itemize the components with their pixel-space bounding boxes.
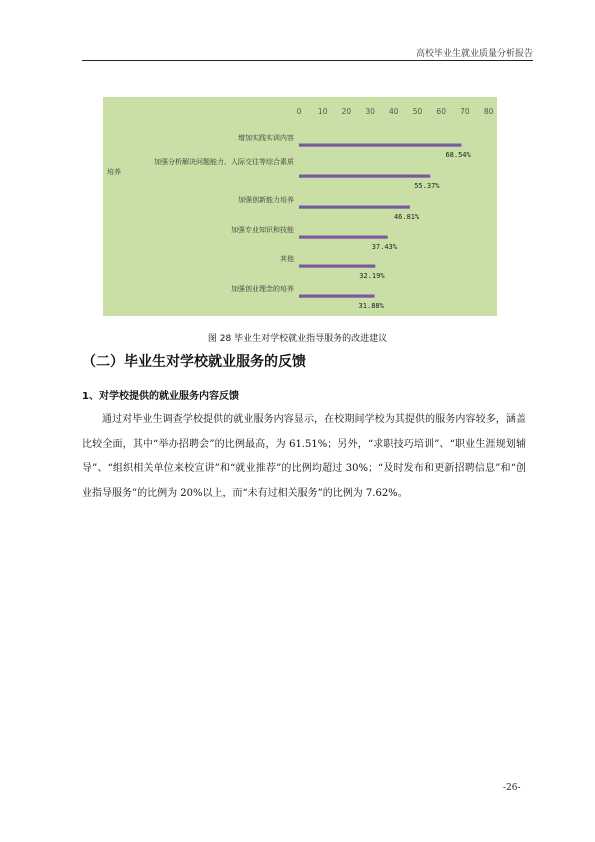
bar-chart — [103, 97, 497, 316]
bar — [299, 206, 410, 209]
category-label: 加强专业知识和技能 — [231, 226, 294, 234]
data-label: 31.88% — [358, 302, 384, 310]
bar — [299, 144, 461, 147]
x-tick-label: 10 — [317, 107, 328, 116]
category-label: 增加实践实训内容 — [238, 134, 294, 142]
x-tick-label: 40 — [389, 107, 399, 116]
bar — [299, 236, 388, 239]
page-number: -26- — [503, 783, 521, 793]
data-label: 32.19% — [359, 272, 385, 280]
data-label: 55.37% — [414, 182, 440, 190]
section-heading: （二）毕业生对学校就业服务的反馈 — [82, 354, 306, 370]
running-header: 高校毕业生就业质量分析报告 — [415, 49, 533, 59]
category-label: 加强创新能力培养 — [238, 196, 294, 204]
figure-caption: 图 28 毕业生对学校就业指导服务的改进建议 — [207, 334, 388, 344]
x-tick-label: 0 — [296, 107, 302, 116]
category-label: 其他 — [280, 255, 294, 263]
x-tick-label: 30 — [365, 107, 375, 116]
bar — [299, 295, 375, 298]
bar — [299, 175, 430, 178]
category-label: 加强创业理念的培养 — [231, 285, 294, 293]
chart-container — [103, 97, 497, 316]
category-label: 加强分析解决问题能力、人际交往等综合素质 — [154, 158, 294, 166]
data-label: 68.54% — [445, 151, 471, 159]
data-label: 46.81% — [393, 213, 420, 221]
x-tick-label: 20 — [341, 107, 352, 116]
data-label: 37.43% — [371, 243, 398, 251]
x-tick-label: 60 — [436, 107, 446, 116]
category-label: 培养 — [107, 168, 121, 176]
x-tick-label: 70 — [460, 107, 470, 116]
x-tick-label: 50 — [412, 107, 423, 116]
header-rule — [82, 60, 533, 61]
x-tick-label: 80 — [483, 107, 494, 116]
subsection-heading: 1、对学校提供的就业服务内容反馈 — [82, 391, 239, 402]
body-paragraph: 通过对毕业生调查学校提供的就业服务内容显示，在校期间学校为其提供的服务内容较多，涵盖比较全面，其中“举办招聘会”的比例最高，为 61.51%；另外，“求职技巧培训”、“职业生涯规划辅导”、“组织相关单位来校宣讲”和“就业推荐”的比例均超过 30%；“及时发布和更新招聘信息”和“创业指导服务”的比例为 20%以上，而“未有过相关服务”的比例为 7.62%。 — [82, 414, 526, 499]
bar — [299, 265, 375, 268]
